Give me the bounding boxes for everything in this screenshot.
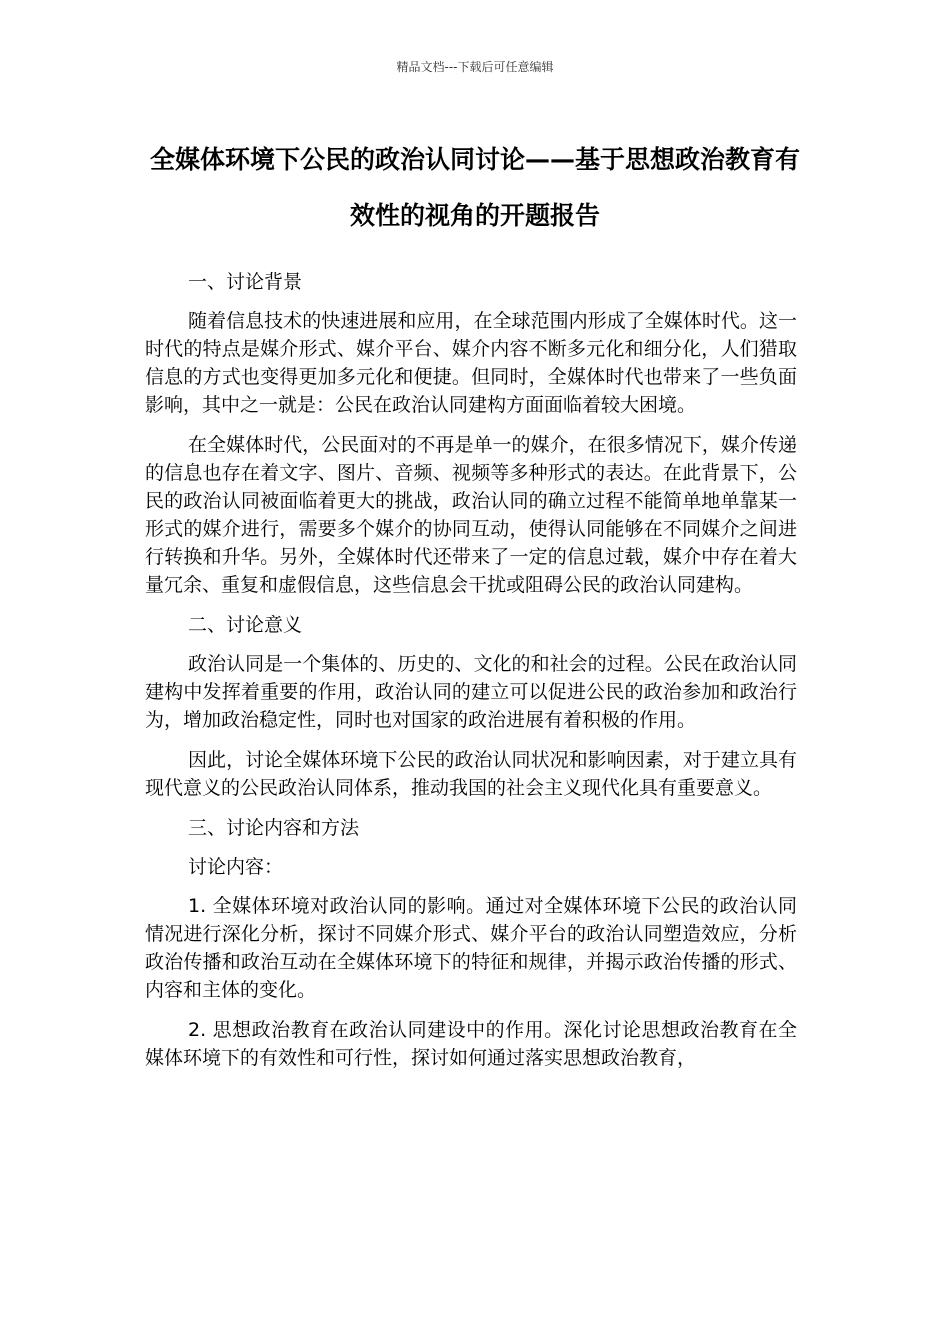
paragraph-significance-1: 政治认同是一个集体的、历史的、文化的和社会的过程。公民在政治认同建构中发挥着重要的作用，政治认同的建立可以促进公民的政治参加和政治行为，增加政治稳定性，同时也对国家的政治进展有着积极的作用。 xyxy=(145,653,797,731)
paragraph-significance-2: 因此，讨论全媒体环境下公民的政治认同状况和影响因素，对于建立具有现代意义的公民政治认同体系，推动我国的社会主义现代化具有重要意义。 xyxy=(145,749,797,799)
document-body xyxy=(145,268,797,1084)
section-heading-significance: 二、讨论意义 xyxy=(188,614,303,636)
paragraph-background-2: 在全媒体时代，公民面对的不再是单一的媒介，在很多情况下，媒介传递的信息也存在着文字、图片、音频、视频等多种形式的表达。在此背景下，公民的政治认同被面临着更大的挑战，政治认同的确立过程不能简单地单靠某一形式的媒介进行，需要多个媒介的协同互动，使得认同能够在不同媒介之间进行转换和升华。另外，全媒体时代还带来了一定的信息过载，媒介中存在着大量冗余、重复和虚假信息，这些信息会干扰或阻碍公民的政治认同建构。 xyxy=(145,434,797,596)
paragraph-background-1: 随着信息技术的快速进展和应用，在全球范围内形成了全媒体时代。这一时代的特点是媒介形式、媒介平台、媒介内容不断多元化和细分化，人们猎取信息的方式也变得更加多元化和便捷。但同时，全媒体时代也带来了一些负面影响，其中之一就是：公民在政治认同建构方面面临着较大困境。 xyxy=(145,310,797,416)
section-heading-content-methods: 三、讨论内容和方法 xyxy=(188,817,360,839)
page-header-note: 精品文档---下载后可任意编辑 xyxy=(396,60,554,74)
section-heading-background: 一、讨论背景 xyxy=(188,271,303,293)
content-item-1: 1. 全媒体环境对政治认同的影响。通过对全媒体环境下公民的政治认同情况进行深化分析，探讨不同媒介形式、媒介平台的政治认同塑造效应，分析政治传播和政治互动在全媒体环境下的特征和规律，并揭示政治传播的形式、内容和主体的变化。 xyxy=(145,895,797,1001)
document-title: 全媒体环境下公民的政治认同讨论——基于思想政治教育有效性的视角的开题报告 xyxy=(149,145,800,230)
subheading-content: 讨论内容： xyxy=(188,856,284,878)
content-item-2: 2. 思想政治教育在政治认同建设中的作用。深化讨论思想政治教育在全媒体环境下的有效性和可行性，探讨如何通过落实思想政治教育， xyxy=(145,1019,797,1069)
